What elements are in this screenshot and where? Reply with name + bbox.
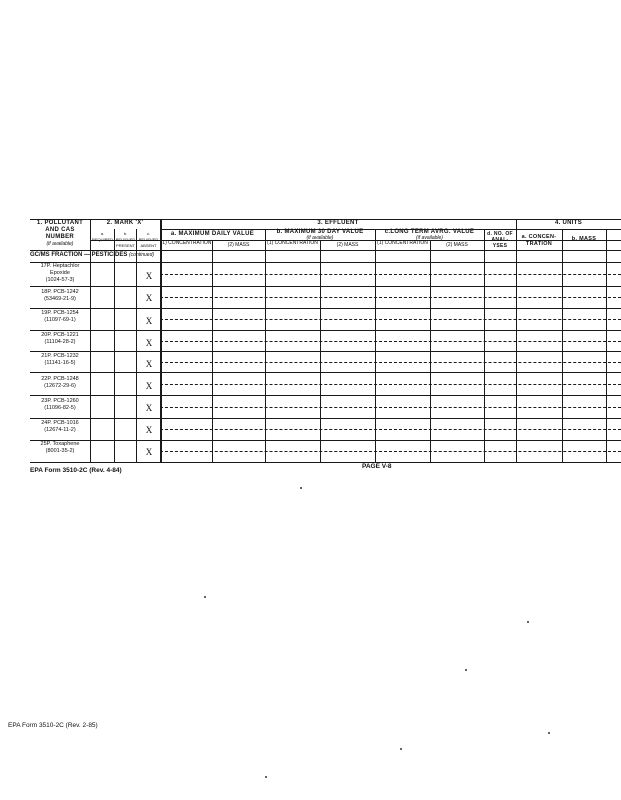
long-term-conc-subheader: (1) CONCENTRATION [377, 240, 428, 246]
row-label-21p: 21P. PCB-1232 (11141-16-5) [41, 353, 79, 366]
long-term-mass-subheader: (2) MASS [446, 242, 468, 248]
row-mark-22p[interactable]: X [145, 381, 153, 391]
section-title-text: GC/MS FRACTION — PESTICIDES [30, 252, 128, 258]
max-30-day-header: b. MAXIMUM 30 DAY VALUE [276, 229, 364, 235]
page-number: PAGE V-8 [362, 463, 392, 470]
max-daily-mass-subheader: (2) MASS [227, 242, 250, 248]
row-label-17p: 17P. Heptachlor Epoxide (1024-57-3) [40, 263, 80, 283]
num-analyses-header: d. NO. OF ANAL- YSES [487, 231, 513, 249]
max-daily-conc-subheader: (1) CONCENTRATION [160, 240, 212, 246]
long-term-header: c.LONG TERM AVRG. VALUE [384, 229, 475, 235]
concentration-header: a. CONCEN- TRATION [521, 234, 557, 247]
max-daily-header: a. MAXIMUM DAILY VALUE [170, 231, 255, 237]
row-mark-25p[interactable]: X [145, 447, 153, 457]
section-title [30, 252, 154, 258]
believed-present-subheader: b. BELIEVED PRESENT [115, 231, 136, 248]
mass-header: b. MASS [571, 236, 597, 242]
row-mark-19p[interactable]: X [145, 316, 153, 326]
row-label-20p: 20P. PCB-1221 (11104-28-2) [41, 332, 79, 345]
effluent-header: 3. EFFLUENT [317, 220, 359, 226]
row-mark-17p[interactable]: X [145, 271, 153, 281]
bottom-form-number: EPA Form 3510-2C (Rev. 2-85) [8, 722, 98, 729]
row-mark-20p[interactable]: X [145, 338, 153, 348]
max-30-conc-subheader: (1) CONCENTRATION [267, 240, 318, 246]
form-number: EPA Form 3510-2C (Rev. 4-84) [30, 467, 122, 474]
units-header: 4. UNITS [554, 220, 583, 226]
max-30-day-subheader: (if available) [306, 235, 334, 241]
max-30-mass-subheader: (2) MASS [336, 242, 359, 248]
believed-absent-subheader: c. BELIEVED ABSENT [138, 231, 159, 248]
long-term-subheader: (if available) [416, 235, 443, 241]
pollutant-column-subheader: (if available) [46, 241, 74, 247]
row-label-23p: 23P. PCB-1260 (11096-82-5) [41, 398, 79, 411]
row-label-25p: 25P. Toxaphene (8001-35-2) [40, 441, 80, 454]
row-mark-21p[interactable]: X [145, 359, 153, 369]
mark-x-header: 2. MARK 'X' [106, 220, 144, 226]
row-mark-18p[interactable]: X [145, 293, 153, 303]
row-label-18p: 18P. PCB-1242 (53469-21-9) [41, 289, 79, 302]
row-mark-24p[interactable]: X [145, 425, 153, 435]
pollutant-column-header: 1. POLLUTANT AND CAS NUMBER [36, 220, 84, 240]
required-subheader: a. REQUIRED [91, 231, 114, 242]
section-continued-text: (continued) [129, 252, 155, 258]
row-label-22p: 22P. PCB-1248 (12672-29-6) [41, 376, 79, 389]
row-label-24p: 24P. PCB-1016 (12674-11-2) [41, 420, 79, 433]
row-mark-23p[interactable]: X [145, 403, 153, 413]
row-label-19p: 19P. PCB-1254 (11097-69-1) [41, 310, 79, 323]
